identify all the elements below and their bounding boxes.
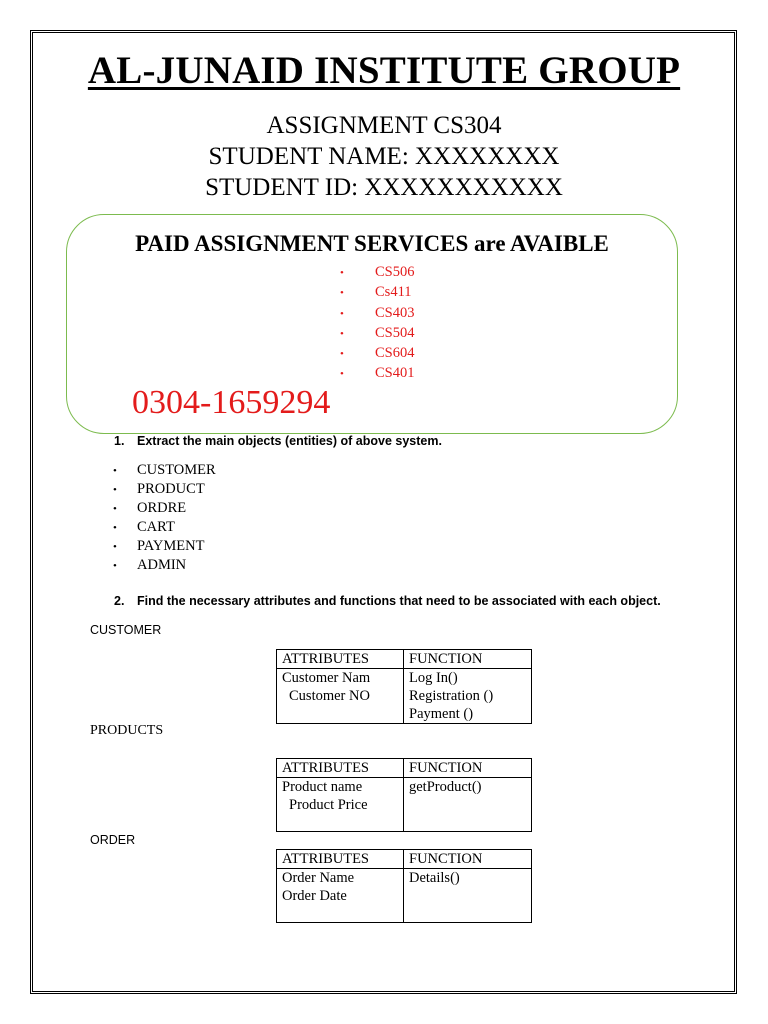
entity-item: • CUSTOMER bbox=[113, 461, 216, 480]
bullet-icon: • bbox=[113, 484, 117, 496]
attributes-header: ATTRIBUTES bbox=[277, 650, 404, 669]
question-text: Find the necessary attributes and functions that need to be associated with each object. bbox=[137, 594, 661, 608]
attributes-cell bbox=[277, 669, 404, 724]
bullet-icon: • bbox=[340, 287, 344, 300]
course-item: • CS403 bbox=[340, 303, 415, 323]
course-item: • CS401 bbox=[340, 363, 415, 383]
bullet-icon: • bbox=[113, 503, 117, 515]
function-value: Payment () bbox=[409, 706, 474, 722]
course-item: • CS506 bbox=[340, 262, 415, 282]
table-row bbox=[277, 869, 532, 923]
section-label-products: PRODUCTS bbox=[90, 723, 164, 738]
bullet-icon: • bbox=[340, 267, 344, 279]
student-name: STUDENT NAME: XXXXXXXX bbox=[208, 143, 560, 170]
customer-table bbox=[276, 649, 532, 724]
student-id: STUDENT ID: XXXXXXXXXXX bbox=[205, 174, 563, 201]
function-header: FUNCTION bbox=[404, 759, 532, 778]
bullet-icon: • bbox=[113, 522, 117, 534]
bullet-icon: • bbox=[113, 560, 117, 572]
function-value: Details() bbox=[409, 870, 460, 886]
function-value: Log In() bbox=[409, 670, 458, 686]
attribute-value: Order Name bbox=[282, 870, 355, 886]
entity-item: • PAYMENT bbox=[113, 537, 216, 556]
attribute-value: Customer Nam bbox=[282, 670, 371, 686]
attributes-header: ATTRIBUTES bbox=[277, 850, 404, 869]
entity-item: • ADMIN bbox=[113, 556, 216, 575]
bullet-icon: • bbox=[340, 368, 344, 381]
bullet-icon: • bbox=[113, 541, 117, 553]
course-item: • CS604 bbox=[340, 343, 415, 363]
products-table bbox=[276, 758, 532, 832]
section-label-order: ORDER bbox=[90, 833, 136, 847]
attribute-value: Product name bbox=[282, 779, 363, 795]
question-number: 1. bbox=[114, 434, 125, 448]
table-row bbox=[277, 778, 532, 832]
table-row bbox=[277, 669, 532, 724]
question-1 bbox=[114, 434, 442, 448]
promo-title: PAID ASSIGNMENT SERVICES are AVAIBLE bbox=[135, 231, 609, 256]
function-value: getProduct() bbox=[409, 779, 482, 795]
bullet-icon: • bbox=[113, 465, 117, 477]
attributes-cell bbox=[277, 778, 404, 832]
functions-cell bbox=[404, 669, 532, 724]
attributes-cell bbox=[277, 869, 404, 923]
question-number: 2. bbox=[114, 594, 125, 608]
question-2 bbox=[114, 594, 661, 608]
phone-number: 0304-1659294 bbox=[132, 384, 331, 421]
bullet-icon: • bbox=[340, 307, 344, 320]
attribute-value: Order Date bbox=[282, 888, 347, 904]
attributes-header: ATTRIBUTES bbox=[277, 759, 404, 778]
table-header-row bbox=[277, 850, 532, 869]
institute-title: AL-JUNAID INSTITUTE GROUP bbox=[87, 49, 681, 92]
question-text: Extract the main objects (entities) of above system. bbox=[137, 434, 442, 448]
attribute-value: Product Price bbox=[289, 797, 368, 813]
course-item: • CS504 bbox=[340, 323, 415, 343]
entity-list bbox=[113, 461, 216, 575]
function-header: FUNCTION bbox=[404, 650, 532, 669]
bullet-icon: • bbox=[340, 327, 344, 340]
entity-item: • PRODUCT bbox=[113, 480, 216, 499]
attribute-value: Customer NO bbox=[289, 688, 370, 704]
assignment-code: ASSIGNMENT CS304 bbox=[266, 112, 502, 139]
table-header-row bbox=[277, 650, 532, 669]
functions-cell bbox=[404, 869, 532, 923]
entity-item: • ORDRE bbox=[113, 499, 216, 518]
order-table bbox=[276, 849, 532, 923]
course-list bbox=[340, 262, 415, 384]
table-header-row bbox=[277, 759, 532, 778]
section-label-customer: CUSTOMER bbox=[90, 623, 162, 637]
functions-cell bbox=[404, 778, 532, 832]
function-value: Registration () bbox=[409, 688, 494, 704]
entity-item: • CART bbox=[113, 518, 216, 537]
course-item: • Cs411 bbox=[340, 282, 415, 302]
function-header: FUNCTION bbox=[404, 850, 532, 869]
bullet-icon: • bbox=[340, 348, 344, 361]
